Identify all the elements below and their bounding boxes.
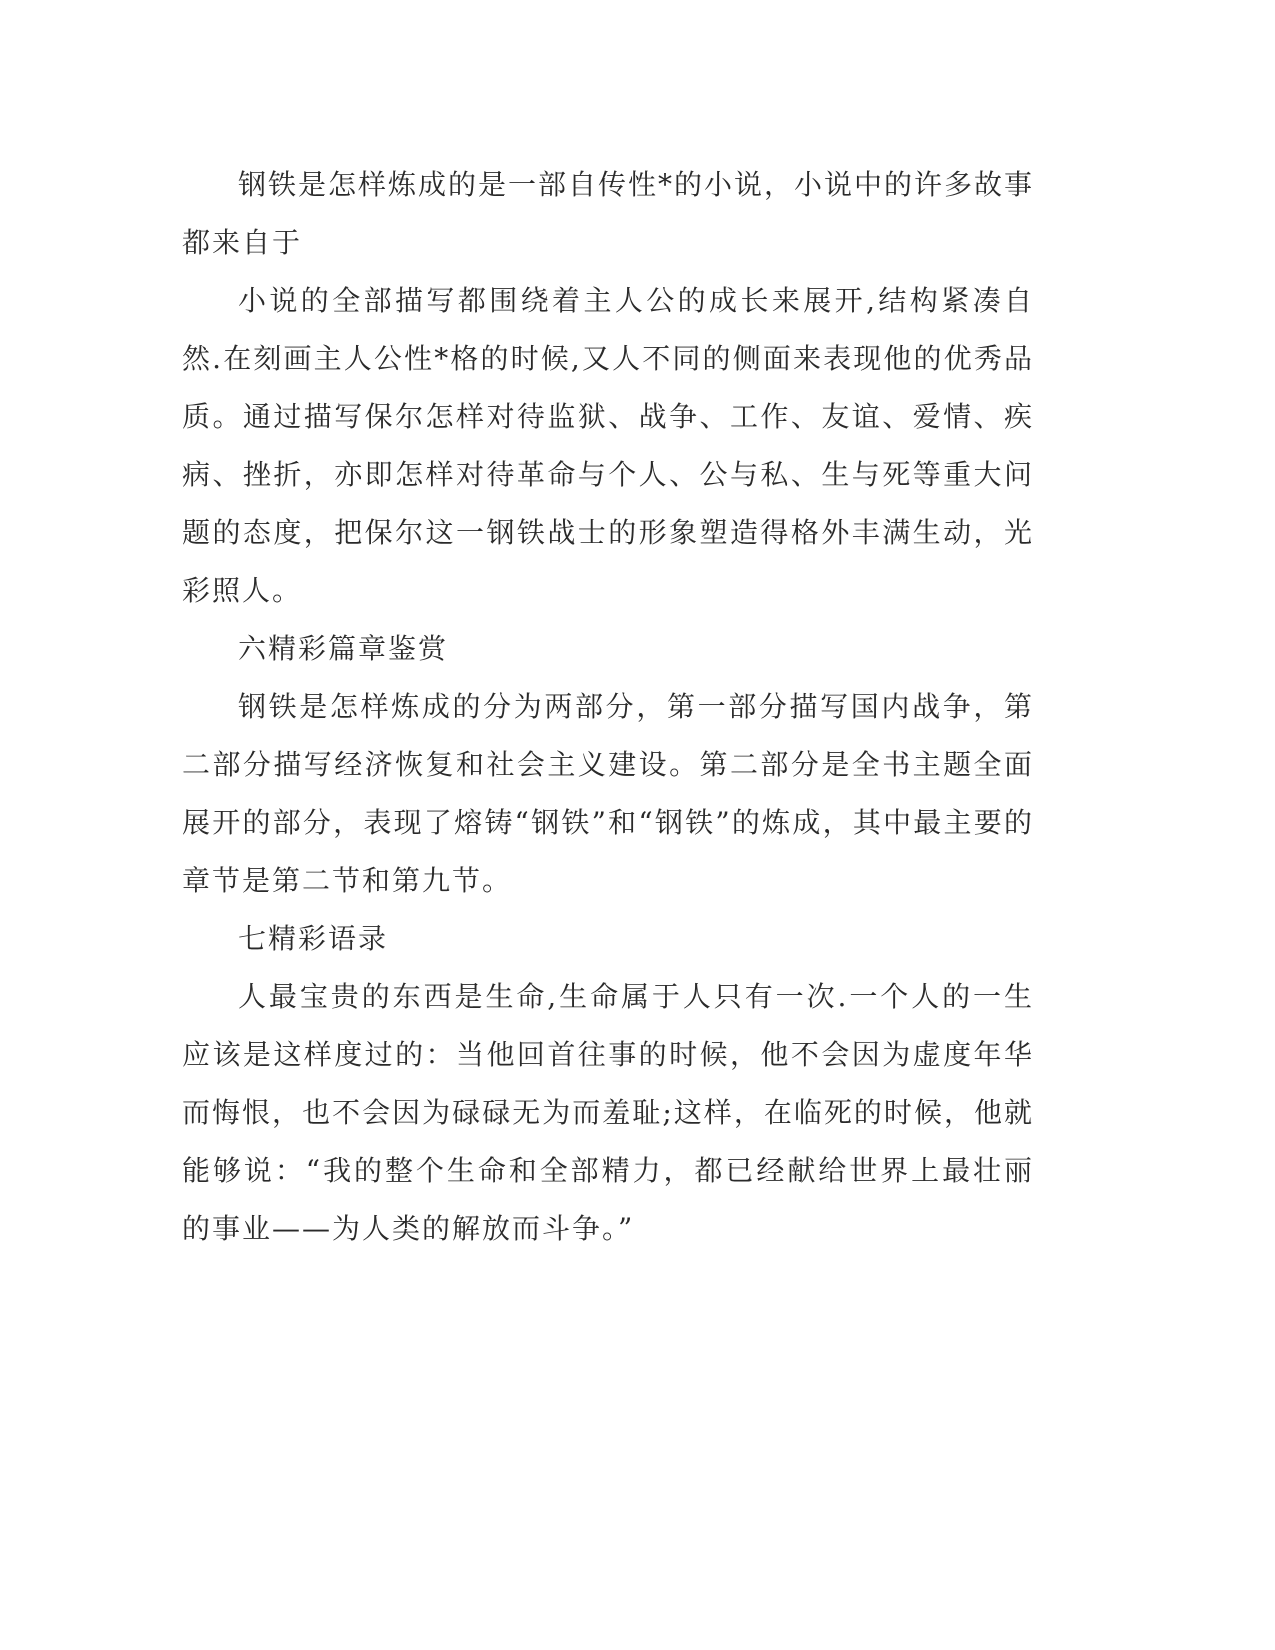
section-heading-six: 六精彩篇章鉴赏 xyxy=(238,632,449,665)
document-body xyxy=(182,156,1034,1258)
paragraph-structure: 小说的全部描写都围绕着主人公的成长来展开,结构紧凑自然.在刻画主人公性*格的时候,又人不同的侧面来表现他的优秀品质。通过描写保尔怎样对待监狱、战争、工作、友谊、爱情、疾病、挫折，亦即怎样对待革命与个人、公与私、生与死等重大问题的态度，把保尔这一钢铁战士的形象塑造得格外丰满生动，光彩照人。 xyxy=(182,284,1034,607)
paragraph-chapters: 钢铁是怎样炼成的分为两部分，第一部分描写国内战争，第二部分描写经济恢复和社会主义建设。第二部分是全书主题全面展开的部分，表现了熔铸“钢铁”和“钢铁”的炼成，其中最主要的章节是第二节和第九节。 xyxy=(182,690,1034,897)
section-heading-seven: 七精彩语录 xyxy=(238,922,389,955)
paragraph-quote: 人最宝贵的东西是生命,生命属于人只有一次.一个人的一生应该是这样度过的：当他回首往事的时候，他不会因为虚度年华而悔恨，也不会因为碌碌无为而羞耻;这样，在临死的时候，他就能够说：“我的整个生命和全部精力，都已经献给世界上最壮丽的事业——为人类的解放而斗争。” xyxy=(182,980,1034,1245)
paragraph-intro: 钢铁是怎样炼成的是一部自传性*的小说，小说中的许多故事都来自于 xyxy=(182,168,1035,259)
